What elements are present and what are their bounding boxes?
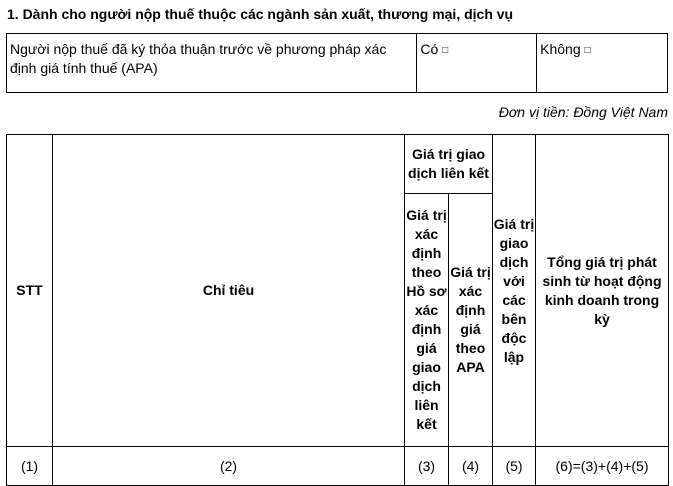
header-total: Tổng giá trị phát sinh từ hoạt động kinh doanh trong kỳ xyxy=(536,135,669,447)
index-cell: (3) xyxy=(405,447,449,486)
index-cell: (6)=(3)+(4)+(5) xyxy=(536,447,669,486)
apa-yes-option[interactable] xyxy=(417,34,537,93)
apa-table xyxy=(6,33,668,93)
index-cell: (1) xyxy=(7,447,53,486)
header-sub-apa: Giá trị xác định giá theo APA xyxy=(449,194,493,447)
apa-question xyxy=(7,34,417,93)
index-cell: (2) xyxy=(53,447,405,486)
apa-question-text: Người nộp thuế đã ký thỏa thuận trước về phương pháp xác định giá tính thuế (APA) xyxy=(10,41,387,76)
apa-no-option[interactable] xyxy=(537,34,668,93)
header-sub-docs: Giá trị xác định theo Hồ sơ xác định giá giao dịch liên kết xyxy=(405,194,449,447)
index-cell: (4) xyxy=(449,447,493,486)
yes-checkbox[interactable]: □ xyxy=(442,45,449,56)
header-related-group: Giá trị giao dịch liên kết xyxy=(405,135,493,194)
transaction-table xyxy=(6,134,669,486)
section-title: 1. Dành cho người nộp thuế thuộc các ngành sản xuất, thương mại, dịch vụ xyxy=(7,6,514,22)
apa-no-label: Không xyxy=(540,41,581,57)
currency-note: Đơn vị tiền: Đồng Việt Nam xyxy=(498,104,668,120)
apa-yes-label: Có xyxy=(420,41,439,57)
header-independent: Giá trị giao dịch với các bên độc lập xyxy=(493,135,536,447)
header-stt: STT xyxy=(7,135,53,447)
index-cell: (5) xyxy=(493,447,536,486)
no-checkbox[interactable]: □ xyxy=(584,45,591,56)
header-chi-tieu: Chỉ tiêu xyxy=(53,135,405,447)
